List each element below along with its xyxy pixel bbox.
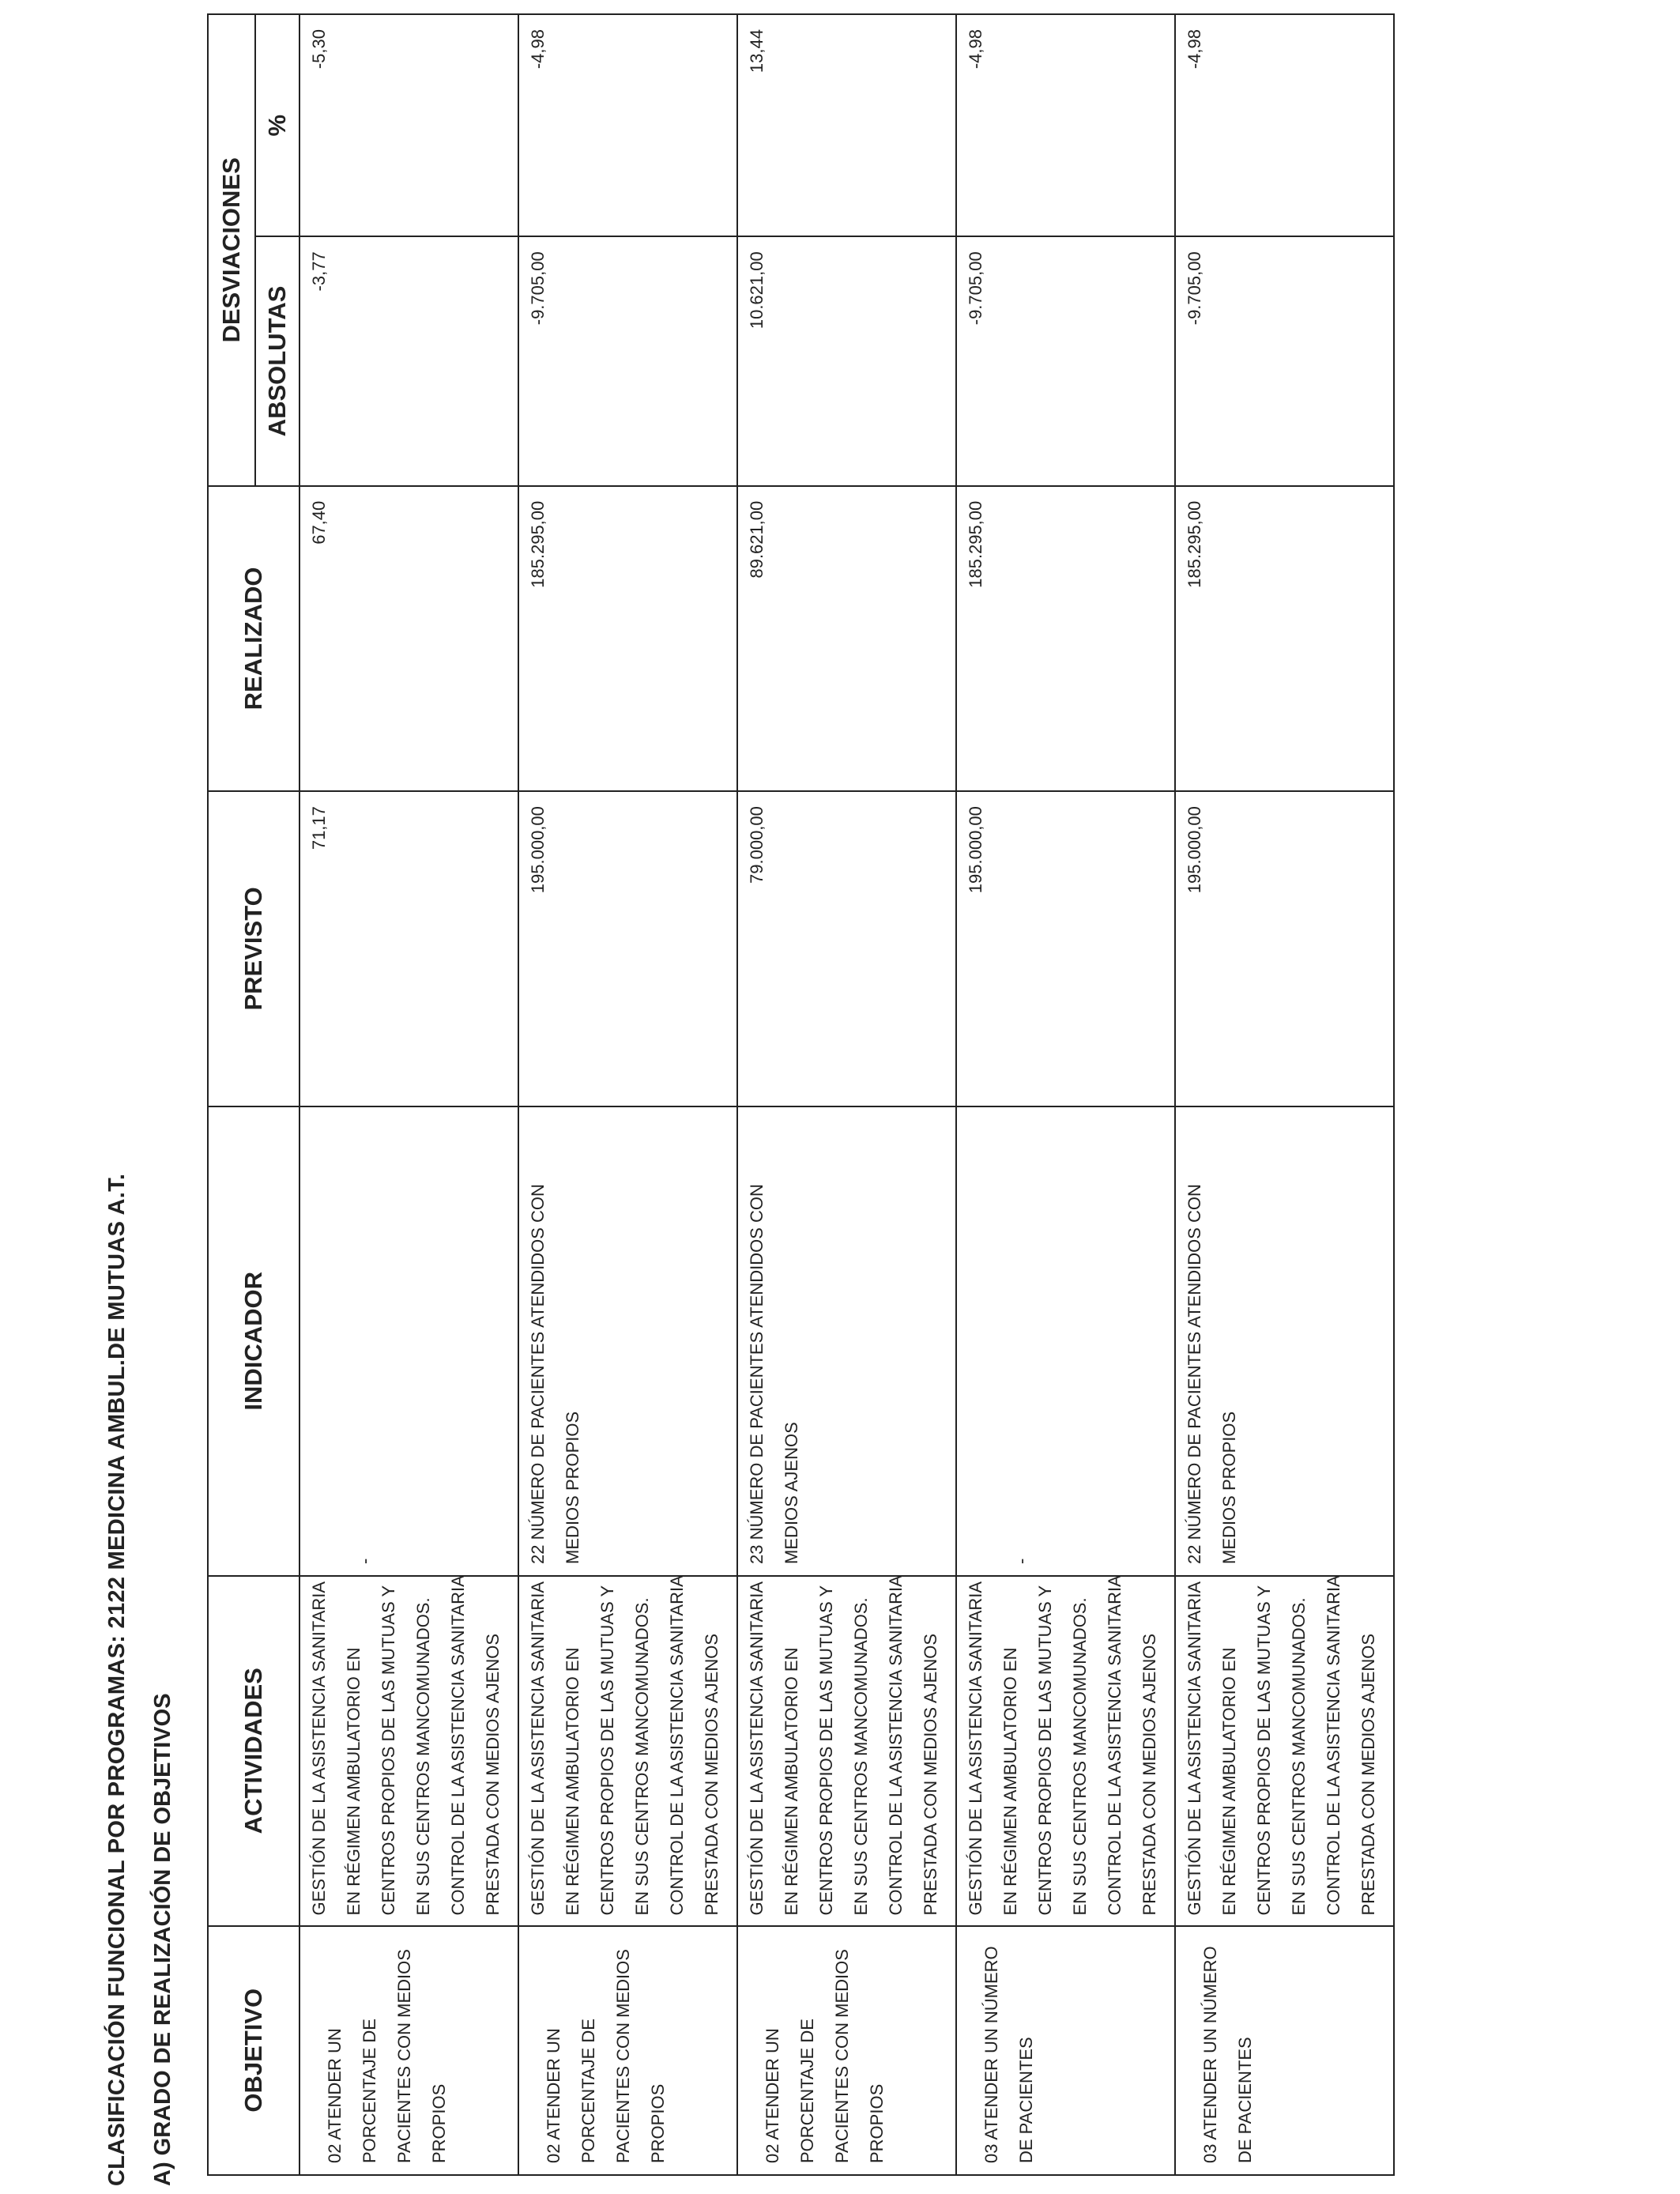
actividad-line: PRESTADA CON MEDIOS AJENOS bbox=[1139, 1633, 1159, 1916]
absolutas-cell: 10.621,00 bbox=[737, 236, 956, 485]
actividades-cell bbox=[737, 1576, 956, 1926]
actividad-line: CONTROL DE LA ASISTENCIA SANITARIA bbox=[1324, 1575, 1343, 1916]
actividades-cell bbox=[1175, 1576, 1394, 1926]
previsto-cell: 195.000,00 bbox=[1175, 791, 1394, 1106]
actividad-line: CENTROS PROPIOS DE LAS MUTUAS Y bbox=[597, 1585, 617, 1916]
indicador-cell bbox=[518, 1106, 737, 1576]
page-title: CLASIFICACIÓN FUNCIONAL POR PROGRAMAS: 2122 MEDICINA AMBUL.DE MUTUAS A.T. bbox=[104, 1173, 130, 2186]
objetivo-cell bbox=[737, 1926, 956, 2175]
table-row bbox=[518, 14, 737, 2175]
actividades-cell bbox=[956, 1576, 1175, 1926]
indicador-cell bbox=[956, 1106, 1175, 1576]
realizado-cell: 67,40 bbox=[299, 486, 518, 791]
actividades-cell bbox=[518, 1576, 737, 1926]
header-actividades: ACTIVIDADES bbox=[208, 1576, 299, 1926]
actividad-line: EN RÉGIMEN AMBULATORIO EN bbox=[563, 1647, 582, 1916]
header-desviaciones: DESVIACIONES bbox=[208, 14, 255, 486]
indicador-cell bbox=[299, 1106, 518, 1576]
actividad-line: PRESTADA CON MEDIOS AJENOS bbox=[483, 1633, 503, 1916]
actividad-line: EN SUS CENTROS MANCOMUNADOS. bbox=[1289, 1597, 1309, 1916]
actividad-line: CENTROS PROPIOS DE LAS MUTUAS Y bbox=[379, 1585, 398, 1916]
realizado-cell: 185.295,00 bbox=[1175, 486, 1394, 791]
actividad-line: EN RÉGIMEN AMBULATORIO EN bbox=[1219, 1647, 1239, 1916]
porcentaje-cell: -4,98 bbox=[1175, 14, 1394, 236]
actividad-line: GESTIÓN DE LA ASISTENCIA SANITARIA bbox=[1185, 1581, 1204, 1916]
indicador-cell bbox=[737, 1106, 956, 1576]
realizado-cell: 89.621,00 bbox=[737, 486, 956, 791]
actividad-line: CENTROS PROPIOS DE LAS MUTUAS Y bbox=[1035, 1585, 1055, 1916]
indicador-text: 22 NÚMERO DE PACIENTES ATENDIDOS CON MEDIOS PROPIOS bbox=[1185, 1184, 1239, 1564]
absolutas-cell: -9.705,00 bbox=[1175, 236, 1394, 485]
objetivo-text: 03 ATENDER UN NÚMERO DE PACIENTES bbox=[981, 1946, 1036, 2163]
header-row bbox=[208, 14, 255, 2175]
actividad-line: GESTIÓN DE LA ASISTENCIA SANITARIA bbox=[747, 1581, 767, 1916]
actividad-line: EN SUS CENTROS MANCOMUNADOS. bbox=[413, 1597, 433, 1916]
actividad-line: EN RÉGIMEN AMBULATORIO EN bbox=[782, 1647, 801, 1916]
absolutas-cell: -9.705,00 bbox=[518, 236, 737, 485]
previsto-cell: 79.000,00 bbox=[737, 791, 956, 1106]
actividad-line: PRESTADA CON MEDIOS AJENOS bbox=[702, 1633, 721, 1916]
header-indicador: INDICADOR bbox=[208, 1106, 299, 1576]
actividad-line: CONTROL DE LA ASISTENCIA SANITARIA bbox=[448, 1575, 468, 1916]
objetivo-cell bbox=[1175, 1926, 1394, 2175]
objetivo-text: 02 ATENDER UN PORCENTAJE DE PACIENTES CON MEDIOS PROPIOS bbox=[763, 1949, 887, 2163]
table-row bbox=[737, 14, 956, 2175]
previsto-cell: 195.000,00 bbox=[956, 791, 1175, 1106]
actividad-line: CONTROL DE LA ASISTENCIA SANITARIA bbox=[1105, 1575, 1124, 1916]
objetivo-text: 02 ATENDER UN PORCENTAJE DE PACIENTES CON MEDIOS PROPIOS bbox=[544, 1949, 668, 2163]
actividad-line: CONTROL DE LA ASISTENCIA SANITARIA bbox=[886, 1575, 906, 1916]
porcentaje-cell: 13,44 bbox=[737, 14, 956, 236]
actividad-line: GESTIÓN DE LA ASISTENCIA SANITARIA bbox=[309, 1581, 329, 1916]
actividad-line: GESTIÓN DE LA ASISTENCIA SANITARIA bbox=[966, 1581, 985, 1916]
page-subtitle: A) GRADO DE REALIZACIÓN DE OBJETIVOS bbox=[150, 1693, 175, 2186]
objetivo-cell bbox=[956, 1926, 1175, 2175]
actividad-line: PRESTADA CON MEDIOS AJENOS bbox=[1358, 1633, 1378, 1916]
porcentaje-cell: -4,98 bbox=[956, 14, 1175, 236]
actividad-line: PRESTADA CON MEDIOS AJENOS bbox=[921, 1633, 940, 1916]
objetivo-text: 03 ATENDER UN NÚMERO DE PACIENTES bbox=[1200, 1946, 1255, 2163]
table-row bbox=[299, 14, 518, 2175]
previsto-cell: 71,17 bbox=[299, 791, 518, 1106]
actividad-line: EN SUS CENTROS MANCOMUNADOS. bbox=[851, 1597, 871, 1916]
indicador-cell bbox=[1175, 1106, 1394, 1576]
actividad-line: CENTROS PROPIOS DE LAS MUTUAS Y bbox=[816, 1585, 836, 1916]
header-porcentaje: % bbox=[255, 14, 299, 236]
indicador-text: - bbox=[355, 1558, 375, 1564]
porcentaje-cell: -5,30 bbox=[299, 14, 518, 236]
table-row bbox=[956, 14, 1175, 2175]
objetivo-cell bbox=[518, 1926, 737, 2175]
objectives-table bbox=[207, 13, 1395, 2176]
indicador-text: 23 NÚMERO DE PACIENTES ATENDIDOS CON MEDIOS AJENOS bbox=[747, 1184, 801, 1564]
actividad-line: CONTROL DE LA ASISTENCIA SANITARIA bbox=[667, 1575, 687, 1916]
actividades-cell bbox=[299, 1576, 518, 1926]
objetivo-cell bbox=[299, 1926, 518, 2175]
absolutas-cell: -9.705,00 bbox=[956, 236, 1175, 485]
realizado-cell: 185.295,00 bbox=[956, 486, 1175, 791]
actividad-line: GESTIÓN DE LA ASISTENCIA SANITARIA bbox=[528, 1581, 548, 1916]
indicador-text: 22 NÚMERO DE PACIENTES ATENDIDOS CON MEDIOS PROPIOS bbox=[528, 1184, 582, 1564]
header-objetivo: OBJETIVO bbox=[208, 1926, 299, 2175]
actividad-line: EN SUS CENTROS MANCOMUNADOS. bbox=[1070, 1597, 1090, 1916]
realizado-cell: 185.295,00 bbox=[518, 486, 737, 791]
header-realizado: REALIZADO bbox=[208, 486, 299, 791]
actividad-line: EN RÉGIMEN AMBULATORIO EN bbox=[1000, 1647, 1020, 1916]
table-row bbox=[1175, 14, 1394, 2175]
header-absolutas: ABSOLUTAS bbox=[255, 236, 299, 485]
header-previsto: PREVISTO bbox=[208, 791, 299, 1106]
previsto-cell: 195.000,00 bbox=[518, 791, 737, 1106]
actividad-line: CENTROS PROPIOS DE LAS MUTUAS Y bbox=[1254, 1585, 1274, 1916]
actividad-line: EN SUS CENTROS MANCOMUNADOS. bbox=[632, 1597, 652, 1916]
actividad-line: EN RÉGIMEN AMBULATORIO EN bbox=[344, 1647, 363, 1916]
absolutas-cell: -3,77 bbox=[299, 236, 518, 485]
porcentaje-cell: -4,98 bbox=[518, 14, 737, 236]
objetivo-text: 02 ATENDER UN PORCENTAJE DE PACIENTES CON MEDIOS PROPIOS bbox=[325, 1949, 449, 2163]
indicador-text: - bbox=[1011, 1558, 1031, 1564]
